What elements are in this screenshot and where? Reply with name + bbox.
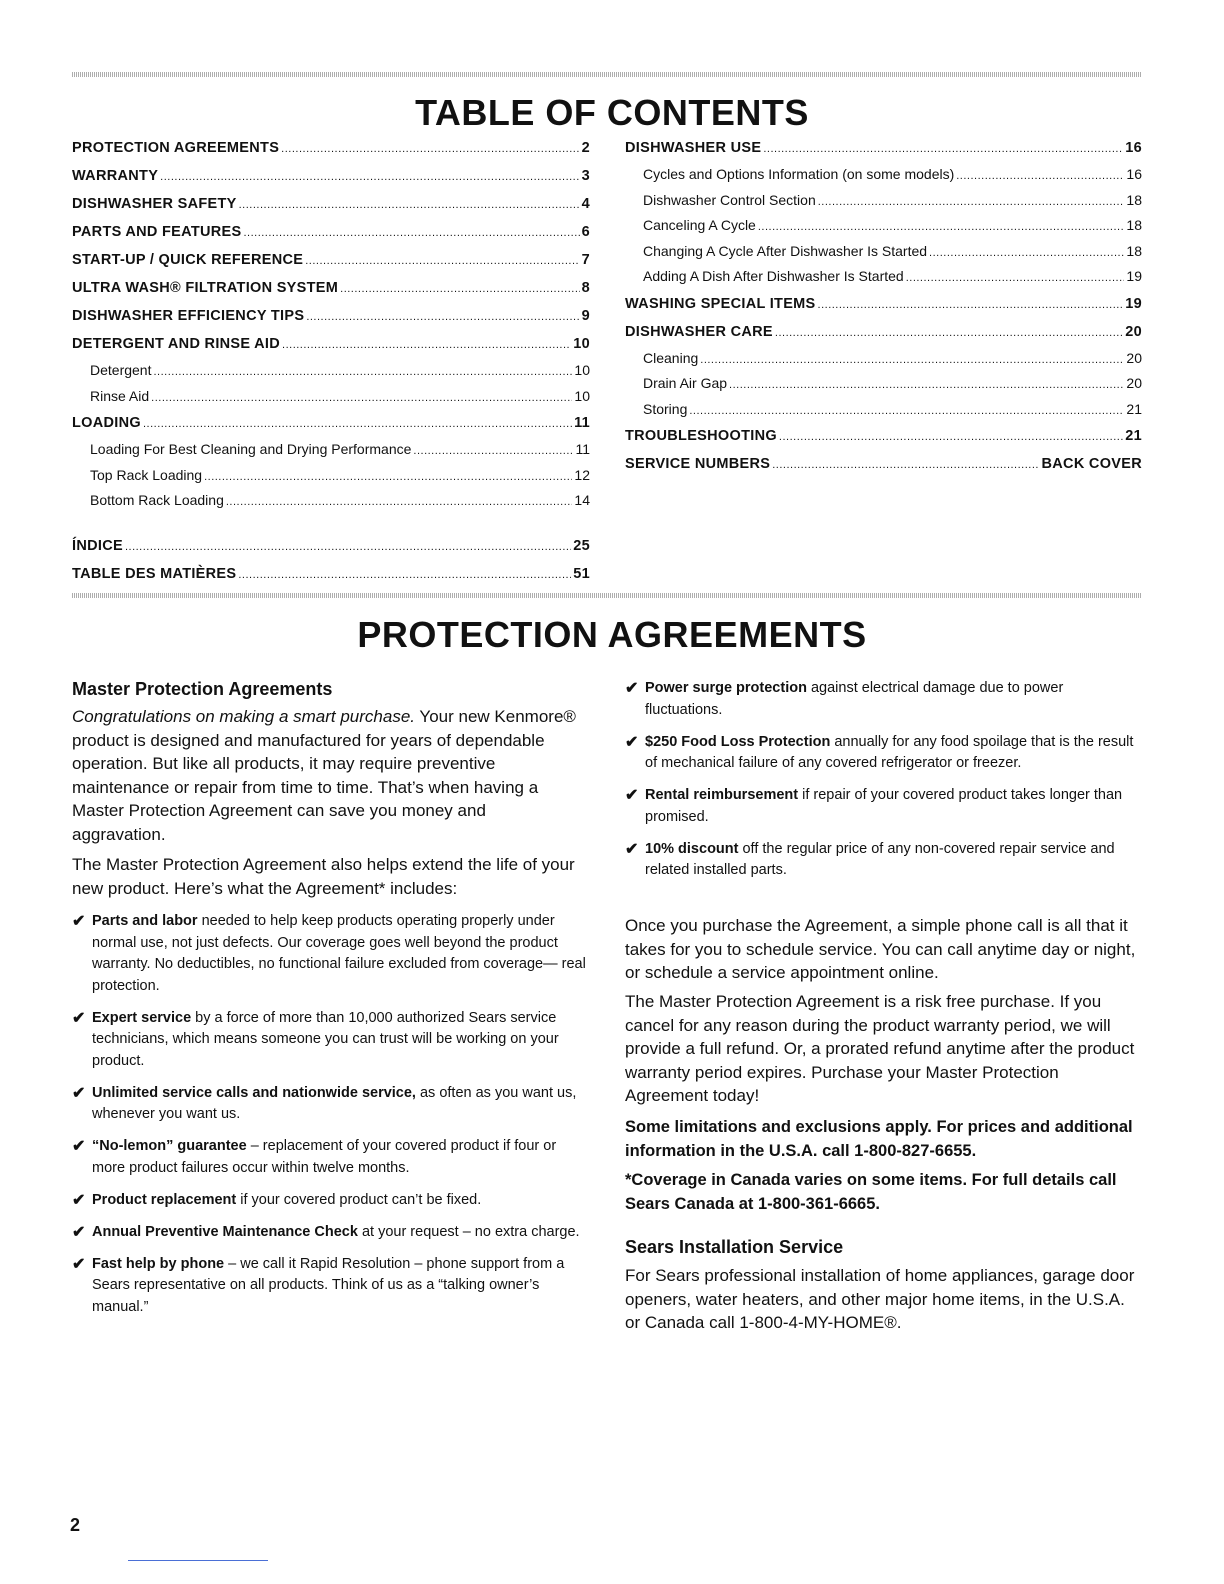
- benefit-title: 10% discount: [645, 840, 739, 857]
- checkmark-icon: ✔: [625, 733, 639, 751]
- benefit-text: off the regular price of any non-covered repair service and related installed parts.: [645, 840, 1115, 878]
- dot-leader: [413, 437, 573, 465]
- toc-entry-page: 3: [581, 168, 590, 184]
- toc-entry: [72, 437, 590, 463]
- benefit-title: Power surge protection: [645, 680, 807, 696]
- benefit-item: [72, 1083, 587, 1126]
- limitations-text: Some limitations and exclusions apply. For prices and additional information in the U.S.A. call 1-800-827-6655.: [625, 1118, 1133, 1160]
- toc-entry-label: LOADING: [72, 415, 141, 431]
- benefit-text: if your covered product can’t be fixed.: [236, 1191, 482, 1208]
- toc-entry-label: WARRANTY: [72, 168, 159, 184]
- toc-entry: [72, 274, 590, 302]
- toc-entry-label: Top Rack Loading: [90, 466, 203, 483]
- toc-entry-label: ÍNDICE: [72, 538, 123, 554]
- checkmark-icon: ✔: [625, 840, 639, 858]
- toc-entry-label: DETERGENT AND RINSE AID: [72, 336, 281, 352]
- toc-entry-label: Cleaning: [643, 349, 699, 366]
- dot-leader: [700, 346, 1124, 374]
- toc-entry-page: 12: [574, 466, 590, 483]
- protection-title: PROTECTION AGREEMENTS: [357, 614, 867, 655]
- toc-entry-page: 19: [1125, 295, 1142, 312]
- benefit-title: $250 Food Loss Protection: [645, 733, 831, 750]
- benefit-text: – replacement of your covered product if four or more product failures occur within twelve months.: [92, 1138, 557, 1176]
- dot-leader: [772, 450, 1039, 479]
- dot-leader: [160, 162, 579, 191]
- toc-entry-label: WASHING SPECIAL ITEMS: [625, 295, 816, 312]
- dot-leader: [758, 213, 1125, 241]
- benefit-text: – we call it Rapid Resolution – phone support from a Sears representative on all products. Think of us as a “talking owner’s manual.”: [92, 1255, 565, 1315]
- toc-entry: [625, 162, 1142, 188]
- toc-entry-page: 21: [1125, 428, 1142, 444]
- toc-entry: [625, 264, 1142, 290]
- toc-entry-label: Adding A Dish After Dishwasher Is Started: [643, 268, 904, 284]
- toc-entry-label: Canceling A Cycle: [643, 217, 756, 233]
- benefit-text: needed to help keep products operating properly under normal use, not just defects. Our coverage goes well beyond the product warranty. No deductibles, no functional failure excluded from coverage— real protection.: [92, 913, 586, 994]
- dot-leader: [151, 384, 572, 412]
- toc-entry: [72, 330, 590, 358]
- toc-entry-label: DISHWASHER SAFETY: [72, 196, 237, 212]
- footer-line: [128, 1560, 268, 1561]
- toc-entry-page: BACK COVER: [1041, 456, 1142, 472]
- dot-leader: [689, 397, 1124, 425]
- toc-entry: [625, 397, 1142, 423]
- toc-entry: [72, 488, 590, 514]
- checkmark-icon: ✔: [72, 1138, 86, 1155]
- toc-entry-label: PROTECTION AGREEMENTS: [72, 140, 280, 156]
- toc-entry-page: 2: [581, 140, 590, 156]
- toc-entry-label: Cycles and Options Information (on some models): [643, 166, 955, 182]
- toc-entry-page: 21: [1126, 400, 1142, 417]
- toc-entry-page: 16: [1126, 166, 1142, 182]
- toc-language-index: [72, 532, 590, 588]
- toc-entry-page: 18: [1126, 217, 1142, 233]
- dot-leader: [929, 239, 1124, 267]
- toc-entry-page: 8: [581, 280, 590, 296]
- risk-free-paragraph: The Master Protection Agreement is a risk free purchase. If you cancel for any reason during the product warranty period, we will provide a full refund. Or, a prorated refund anytime after the product warranty period expires. Purchase your Master Protection Agreement today!: [625, 992, 1135, 1105]
- toc-entry-page: 20: [1125, 323, 1142, 340]
- toc-entry: [72, 384, 590, 410]
- dot-leader: [763, 134, 1123, 163]
- toc-entry-label: Dishwasher Control Section: [643, 191, 816, 208]
- toc-entry: [72, 246, 590, 274]
- dot-leader: [282, 330, 571, 359]
- toc-entry-page: 11: [574, 415, 590, 431]
- toc-entry-label: START-UP / QUICK REFERENCE: [72, 252, 304, 268]
- checkmark-icon: ✔: [72, 1084, 86, 1102]
- page-number: 2: [70, 1515, 81, 1535]
- checkmark-icon: ✔: [72, 1223, 86, 1241]
- toc-entry-label: DISHWASHER USE: [625, 140, 762, 156]
- benefit-item: [625, 732, 1143, 775]
- toc-entry: [72, 134, 590, 162]
- toc-entry-label: Detergent: [90, 362, 152, 378]
- benefit-text: as often as you want us, whenever you want us.: [92, 1084, 577, 1122]
- master-protection-heading: Master Protection Agreements: [72, 679, 333, 699]
- dot-leader: [239, 190, 580, 219]
- benefit-item: [625, 785, 1143, 828]
- toc-entry-page: 10: [573, 336, 590, 352]
- benefit-title: Expert service: [92, 1009, 192, 1026]
- toc-entry-page: 4: [581, 196, 590, 212]
- dot-leader: [143, 409, 572, 438]
- once-purchase-paragraph: Once you purchase the Agreement, a simple phone call is all that it takes for you to schedule service. You can call anytime day or night, or schedule a service appointment online.: [625, 916, 1136, 982]
- checkmark-icon: ✔: [625, 680, 639, 697]
- benefit-text: if repair of your covered product takes longer than promised.: [645, 787, 1123, 825]
- installation-text: For Sears professional installation of home appliances, garage door openers, water heaters, and other major home items, in the U.S.A. or Canada call 1-800-4-MY-HOME®.: [625, 1266, 1135, 1332]
- benefit-text: at your request – no extra charge.: [357, 1223, 580, 1240]
- toc-entry-page: 18: [1126, 242, 1142, 259]
- benefit-title: Rental reimbursement: [645, 787, 799, 803]
- dot-leader: [775, 318, 1123, 347]
- toc-entry-label: Bottom Rack Loading: [90, 492, 224, 508]
- toc-entry-page: 16: [1125, 140, 1142, 156]
- benefit-title: “No-lemon” guarantee: [92, 1138, 247, 1154]
- toc-entry: [72, 463, 590, 489]
- toc-entry: [625, 371, 1142, 397]
- dot-leader: [125, 532, 571, 561]
- checkmark-icon: ✔: [625, 787, 639, 804]
- dot-leader: [243, 218, 579, 247]
- toc-entry: [625, 346, 1142, 372]
- right-benefit-list: [625, 678, 1143, 892]
- toc-right-column: [625, 134, 1142, 478]
- benefit-item: [72, 1254, 587, 1319]
- intro-paragraph-2: The Master Protection Agreement also helps extend the life of your new product. Here’s what the Agreement* includes:: [72, 855, 575, 898]
- dot-leader: [779, 422, 1123, 451]
- toc-entry: [625, 290, 1142, 318]
- middle-rule: [72, 593, 1142, 598]
- dot-leader: [204, 463, 572, 491]
- toc-entry-label: Rinse Aid: [90, 387, 150, 404]
- toc-entry: [72, 358, 590, 384]
- checkmark-icon: ✔: [72, 913, 86, 930]
- toc-entry: [72, 190, 590, 218]
- toc-entry: [625, 422, 1142, 450]
- dot-leader: [906, 264, 1125, 292]
- toc-entry-page: 10: [574, 362, 590, 378]
- dot-leader: [340, 274, 579, 303]
- toc-entry-page: 10: [574, 387, 590, 404]
- toc-entry: [72, 532, 590, 560]
- benefit-title: Fast help by phone: [92, 1255, 225, 1272]
- dot-leader: [305, 246, 579, 275]
- checkmark-icon: ✔: [72, 1255, 86, 1273]
- benefit-title: Unlimited service calls and nationwide service,: [92, 1084, 416, 1101]
- toc-entry-label: SERVICE NUMBERS: [625, 456, 771, 472]
- benefit-title: Product replacement: [92, 1191, 237, 1208]
- toc-entry-page: 51: [573, 566, 590, 582]
- benefit-item: [625, 839, 1143, 882]
- left-benefit-list: [72, 911, 587, 1329]
- benefit-item: [72, 1190, 587, 1212]
- toc-entry-label: TABLE DES MATIÈRES: [72, 566, 237, 582]
- benefit-text: against electrical damage due to power fluctuations.: [645, 680, 1064, 718]
- benefit-title: Annual Preventive Maintenance Check: [92, 1223, 358, 1240]
- toc-entry-label: Loading For Best Cleaning and Drying Performance: [90, 441, 412, 457]
- intro-italic: Congratulations on making a smart purchase.: [72, 707, 416, 726]
- toc-entry-page: 18: [1126, 191, 1142, 208]
- toc-entry: [625, 134, 1142, 162]
- toc-entry-page: 6: [581, 224, 590, 240]
- toc-title: TABLE OF CONTENTS: [415, 92, 809, 133]
- top-rule: [72, 72, 1142, 77]
- toc-entry-label: DISHWASHER EFFICIENCY TIPS: [72, 308, 305, 324]
- toc-entry-page: 20: [1126, 375, 1142, 391]
- benefit-item: [72, 1222, 587, 1244]
- dot-leader: [818, 188, 1125, 216]
- benefit-text: annually for any food spoilage that is the result of mechanical failure of any covered refrigerator or freezer.: [645, 733, 1134, 771]
- installation-heading: Sears Installation Service: [625, 1237, 844, 1257]
- toc-entry-page: 25: [573, 538, 590, 554]
- benefit-title: Parts and labor: [92, 913, 198, 929]
- toc-entry: [72, 409, 590, 437]
- dot-leader: [281, 134, 579, 163]
- checkmark-icon: ✔: [72, 1191, 86, 1209]
- toc-entry-label: Storing: [643, 400, 688, 417]
- toc-entry-page: 7: [581, 252, 590, 268]
- intro-rest: Your new Kenmore® product is designed and manufactured for years of dependable operation. But like all products, it may require preventive maintenance or repair from time to time. That’s when having a Master Protection Agreement can save you money and aggravation.: [72, 707, 576, 844]
- toc-entry-page: 20: [1126, 349, 1142, 366]
- benefit-item: [625, 678, 1143, 721]
- toc-entry: [72, 218, 590, 246]
- dot-leader: [226, 488, 573, 516]
- toc-entry-page: 14: [574, 492, 590, 508]
- benefit-item: [72, 911, 587, 997]
- dot-leader: [818, 290, 1124, 319]
- toc-entry-label: ULTRA WASH® FILTRATION SYSTEM: [72, 280, 339, 296]
- intro-paragraph: [72, 705, 582, 846]
- toc-entry: [72, 302, 590, 330]
- toc-entry-label: PARTS AND FEATURES: [72, 224, 242, 240]
- toc-entry-page: 9: [581, 308, 590, 324]
- benefit-item: [72, 1136, 587, 1179]
- toc-entry-page: 11: [575, 441, 590, 457]
- dot-leader: [238, 560, 571, 589]
- toc-entry-label: DISHWASHER CARE: [625, 323, 773, 340]
- toc-left-column: [72, 134, 590, 514]
- checkmark-icon: ✔: [72, 1009, 86, 1027]
- toc-entry-label: Changing A Cycle After Dishwasher Is Started: [643, 242, 928, 259]
- dot-leader: [153, 358, 572, 386]
- toc-entry-label: Drain Air Gap: [643, 375, 728, 391]
- toc-entry: [72, 560, 590, 588]
- toc-entry: [625, 213, 1142, 239]
- toc-entry-label: TROUBLESHOOTING: [625, 428, 777, 444]
- toc-entry: [625, 188, 1142, 214]
- dot-leader: [729, 371, 1124, 399]
- benefit-text: by a force of more than 10,000 authorized Sears service technicians, which means someone you can trust will be working on your product.: [92, 1009, 559, 1069]
- canada-coverage-text: *Coverage in Canada varies on some items. For full details call Sears Canada at 1-800-361-6665.: [625, 1171, 1117, 1213]
- toc-entry: [72, 162, 590, 190]
- toc-entry: [625, 450, 1142, 478]
- toc-entry: [625, 318, 1142, 346]
- dot-leader: [306, 302, 579, 331]
- dot-leader: [956, 162, 1124, 190]
- toc-entry-page: 19: [1126, 268, 1142, 284]
- benefit-item: [72, 1008, 587, 1073]
- toc-entry: [625, 239, 1142, 265]
